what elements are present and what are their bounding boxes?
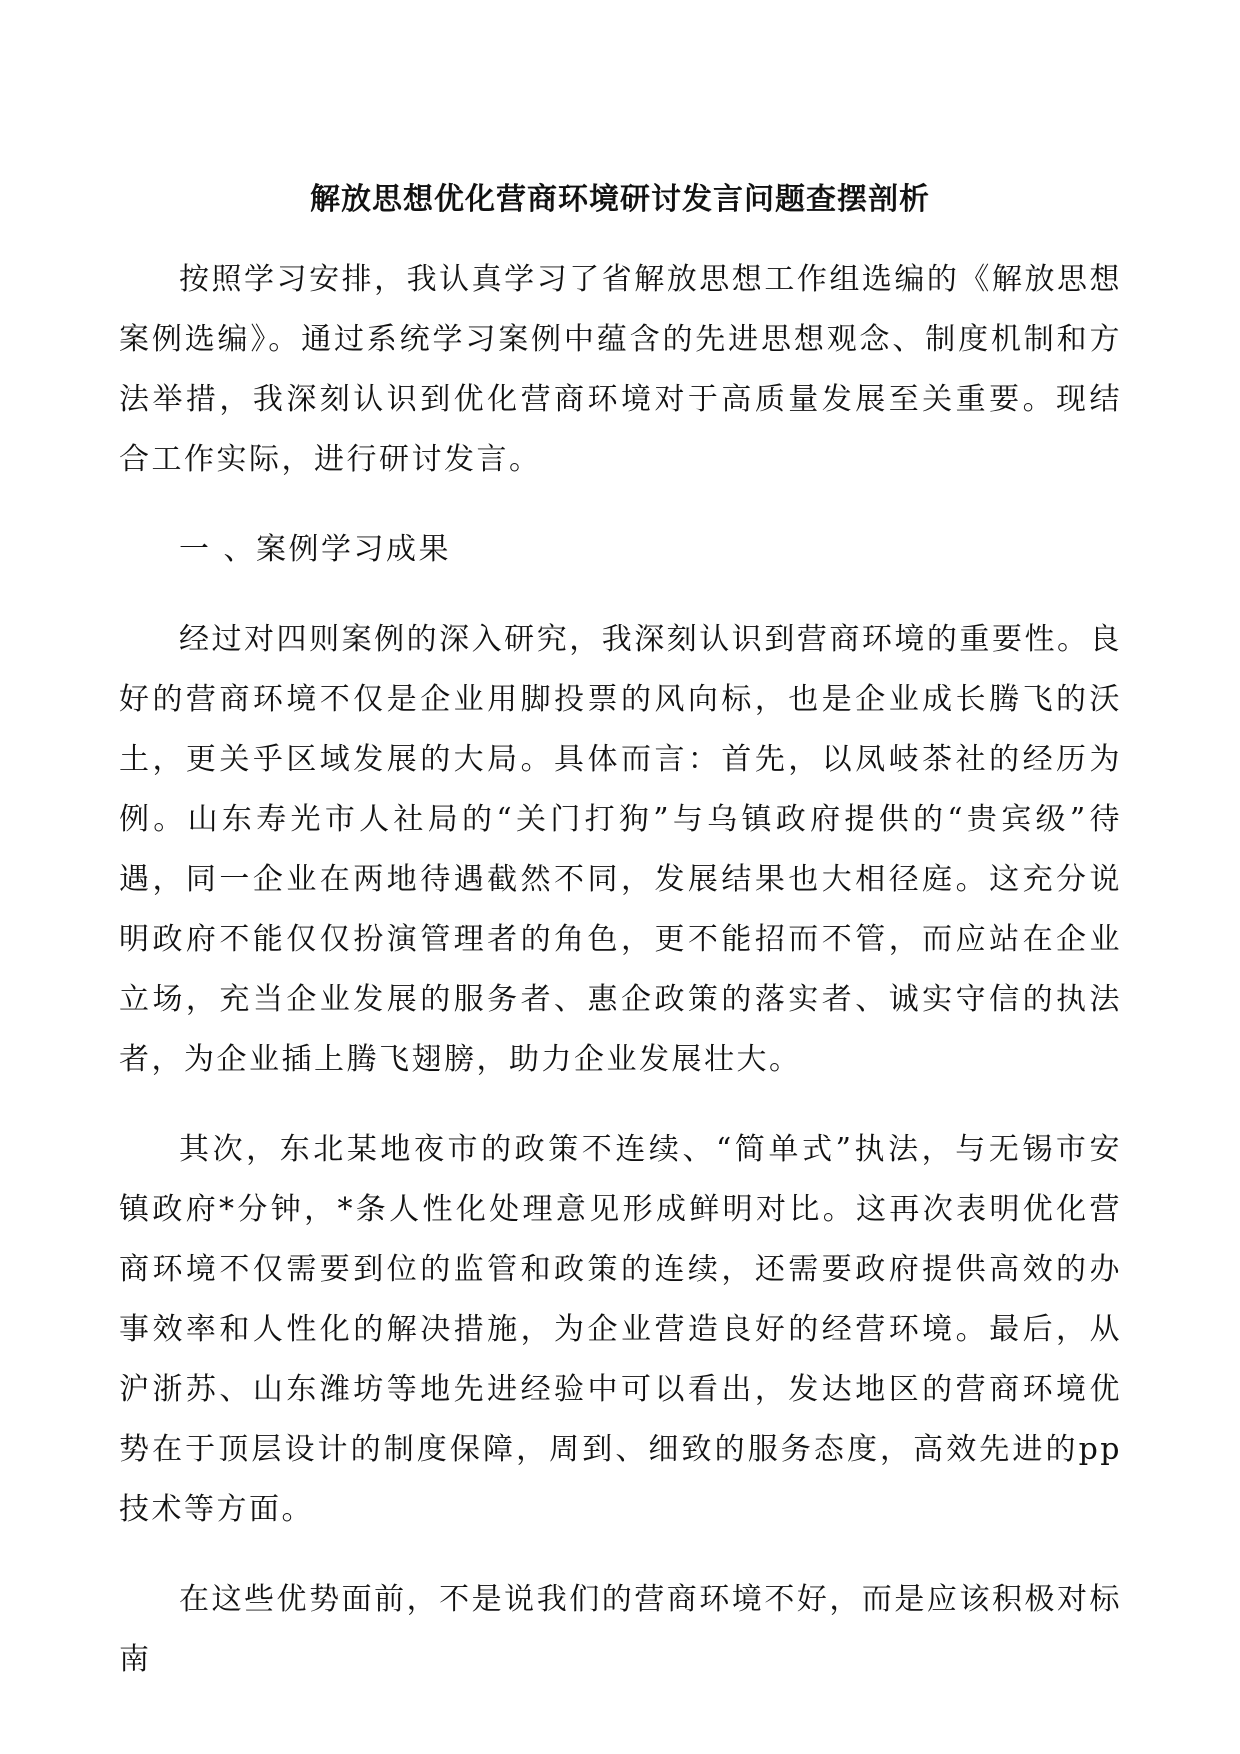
document-body: [119, 250, 1122, 1720]
section-heading: 一 、案例学习成果: [179, 532, 452, 567]
body-paragraph: 经过对四则案例的深入研究，我深刻认识到营商环境的重要性。良好的营商环境不仅是企业用脚投票的风向标，也是企业成长腾飞的沃土，更关乎区域发展的大局。具体而言：首先，以凤岐茶社的经历为例。山东寿光市人社局的“关门打狗”与乌镇政府提供的“贵宾级”待遇，同一企业在两地待遇截然不同，发展结果也大相径庭。这充分说明政府不能仅仅扮演管理者的角色，更不能招而不管，而应站在企业立场，充当企业发展的服务者、惠企政策的落实者、诚实守信的执法者，为企业插上腾飞翅膀，助力企业发展壮大。: [119, 622, 1122, 1077]
intro-paragraph: 按照学习安排，我认真学习了省解放思想工作组选编的《解放思想案例选编》。通过系统学习案例中蕴含的先进思想观念、制度机制和方法举措，我深刻认识到优化营商环境对于高质量发展至关重要。现结合工作实际，进行研讨发言。: [119, 262, 1122, 477]
body-paragraph: 其次，东北某地夜市的政策不连续、“简单式”执法，与无锡市安镇政府*分钟，*条人性化处理意见形成鲜明对比。这再次表明优化营商环境不仅需要到位的监管和政策的连续，还需要政府提供高效的办事效率和人性化的解决措施，为企业营造良好的经营环境。最后，从沪浙苏、山东潍坊等地先进经验中可以看出，发达地区的营商环境优势在于顶层设计的制度保障，周到、细致的服务态度，高效先进的pp技术等方面。: [119, 1132, 1122, 1527]
document-title: 解放思想优化营商环境研讨发言问题查摆剖析: [310, 182, 930, 217]
body-paragraph: 在这些优势面前，不是说我们的营商环境不好，而是应该积极对标南: [119, 1582, 1122, 1677]
